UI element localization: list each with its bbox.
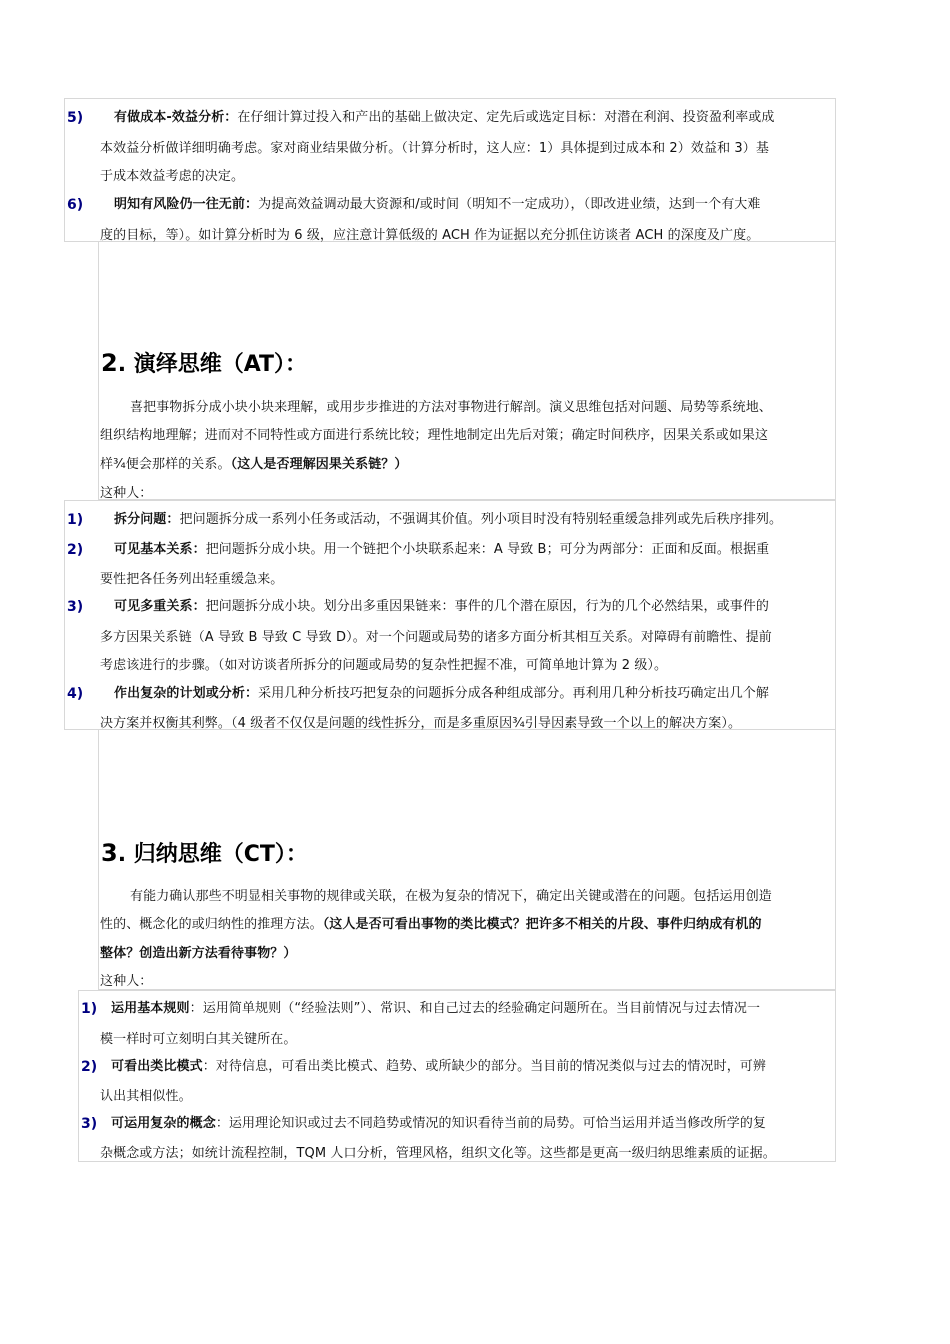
item5-line1: 有做成本-效益分析：在仔细计算过投入和产出的基础上做决定、定先后或选定目标：对潜在利润、投资盈利率或成	[114, 110, 775, 125]
s3-item1-line2: 模一样时可立刻明白其关键所在。	[100, 1032, 297, 1047]
item5-label: 有做成本-效益分析：	[114, 110, 238, 125]
s2-item2-line2: 要性把各任务列出轻重缓急来。	[100, 572, 284, 587]
section3-intro-line2: 性的、概念化的或归纳性的推理方法。（这人是否可看出事物的类比模式？把许多不相关的片段、事件归纳成有机的	[100, 917, 762, 932]
item-number: 2)	[81, 1059, 98, 1075]
item-number: 6)	[67, 197, 84, 213]
s3-item2-line2: 认出其相似性。	[100, 1089, 192, 1104]
item5-line3: 于成本效益考虑的决定。	[100, 169, 245, 184]
item-number: 1)	[81, 1001, 98, 1017]
item5-line2: 本效益分析做详细明确考虑。家对商业结果做分析。（计算分析时，这人应：1）具体提到过成本和 2）效益和 3）基	[100, 141, 769, 156]
section3-heading: 3. 归纳思维（CT）：	[101, 839, 308, 867]
section2-heading: 2. 演绎思维（AT）：	[101, 349, 308, 377]
section3-intro-line1: 有能力确认那些不明显相关事物的规律或关联，在极为复杂的情况下，确定出关键或潜在的问题。包括运用创造	[130, 889, 772, 904]
item-number: 3)	[67, 599, 84, 615]
s3-item3-line2: 杂概念或方法；如统计流程控制，TQM 人口分析，管理风格，组织文化等。这些都是更高一级归纳思维素质的证据。	[100, 1146, 776, 1161]
s2-item1-line1: 拆分问题：把问题拆分成一系列小任务或活动，不强调其价值。列小项目时没有特别轻重缓急排列或先后秩序排列。	[114, 512, 783, 527]
section2-intro-line2: 组织结构地理解；进而对不同特性或方面进行系统比较；理性地制定出先后对策；确定时间秩序，因果关系或如果这	[100, 428, 769, 443]
s2-item3-line1: 可见多重关系：把问题拆分成小块。划分出多重因果链来：事件的几个潜在原因，行为的几个必然结果，或事件的	[114, 599, 770, 614]
section2-intro-line3: 样¾便会那样的关系。（这人是否理解因果关系链？）	[100, 457, 408, 472]
item-number: 5)	[67, 110, 84, 126]
section2-intro-line1: 喜把事物拆分成小块小块来理解，或用步步推进的方法对事物进行解剖。演义思维包括对问题、局势等系统地、	[130, 400, 772, 415]
item-number: 4)	[67, 686, 84, 702]
s2-item2-line1: 可见基本关系：把问题拆分成小块。用一个链把个小块联系起来：A 导致 B；可分为两部分：正面和反面。根据重	[114, 542, 770, 557]
item6-label: 明知有风险仍一往无前：	[114, 197, 259, 212]
section3-intro-line3: 整体？创造出新方法看待事物？）	[100, 946, 297, 961]
section2-this-person: 这种人：	[100, 486, 153, 501]
s2-item3-line3: 考虑该进行的步骤。（如对访谈者所拆分的问题或局势的复杂性把握不准，可简单地计算为 2 级）。	[100, 658, 668, 673]
item6-line2: 度的目标，等）。如计算分析时为 6 级，应注意计算低级的 ACH 作为证据以充分抓住访谈者 ACH 的深度及广度。	[100, 228, 760, 243]
s3-item3-line1: 可运用复杂的概念：运用理论知识或过去不同趋势或情况的知识看待当前的局势。可恰当运用并适当修改所学的复	[111, 1116, 767, 1131]
s2-item4-line1: 作出复杂的计划或分析：采用几种分析技巧把复杂的问题拆分成各种组成部分。再利用几种分析技巧确定出几个解	[114, 686, 770, 701]
item-number: 1)	[67, 512, 84, 528]
item-number: 2)	[67, 542, 84, 558]
s3-item1-line1: 运用基本规则：运用简单规则（“经验法则”）、常识、和自己过去的经验确定问题所在。当目前情况与过去情况一	[111, 1001, 761, 1016]
item-number: 3)	[81, 1116, 98, 1132]
item6-line1: 明知有风险仍一往无前：为提高效益调动最大资源和/或时间（明知不一定成功），（即改进业绩，达到一个有大难	[114, 197, 761, 212]
section3-this-person: 这种人：	[100, 974, 153, 989]
s2-item4-line2: 决方案并权衡其利弊。（4 级者不仅仅是问题的线性拆分，而是多重原因¾引导因素导致一个以上的解决方案）。	[100, 716, 742, 731]
s3-item2-line1: 可看出类比模式：对待信息，可看出类比模式、趋势、或所缺少的部分。当目前的情况类似与过去的情况时，可辨	[111, 1059, 767, 1074]
s2-item3-line2: 多方因果关系链（A 导致 B 导致 C 导致 D）。对一个问题或局势的诸多方面分析其相互关系。对障碍有前瞻性、提前	[100, 630, 772, 645]
